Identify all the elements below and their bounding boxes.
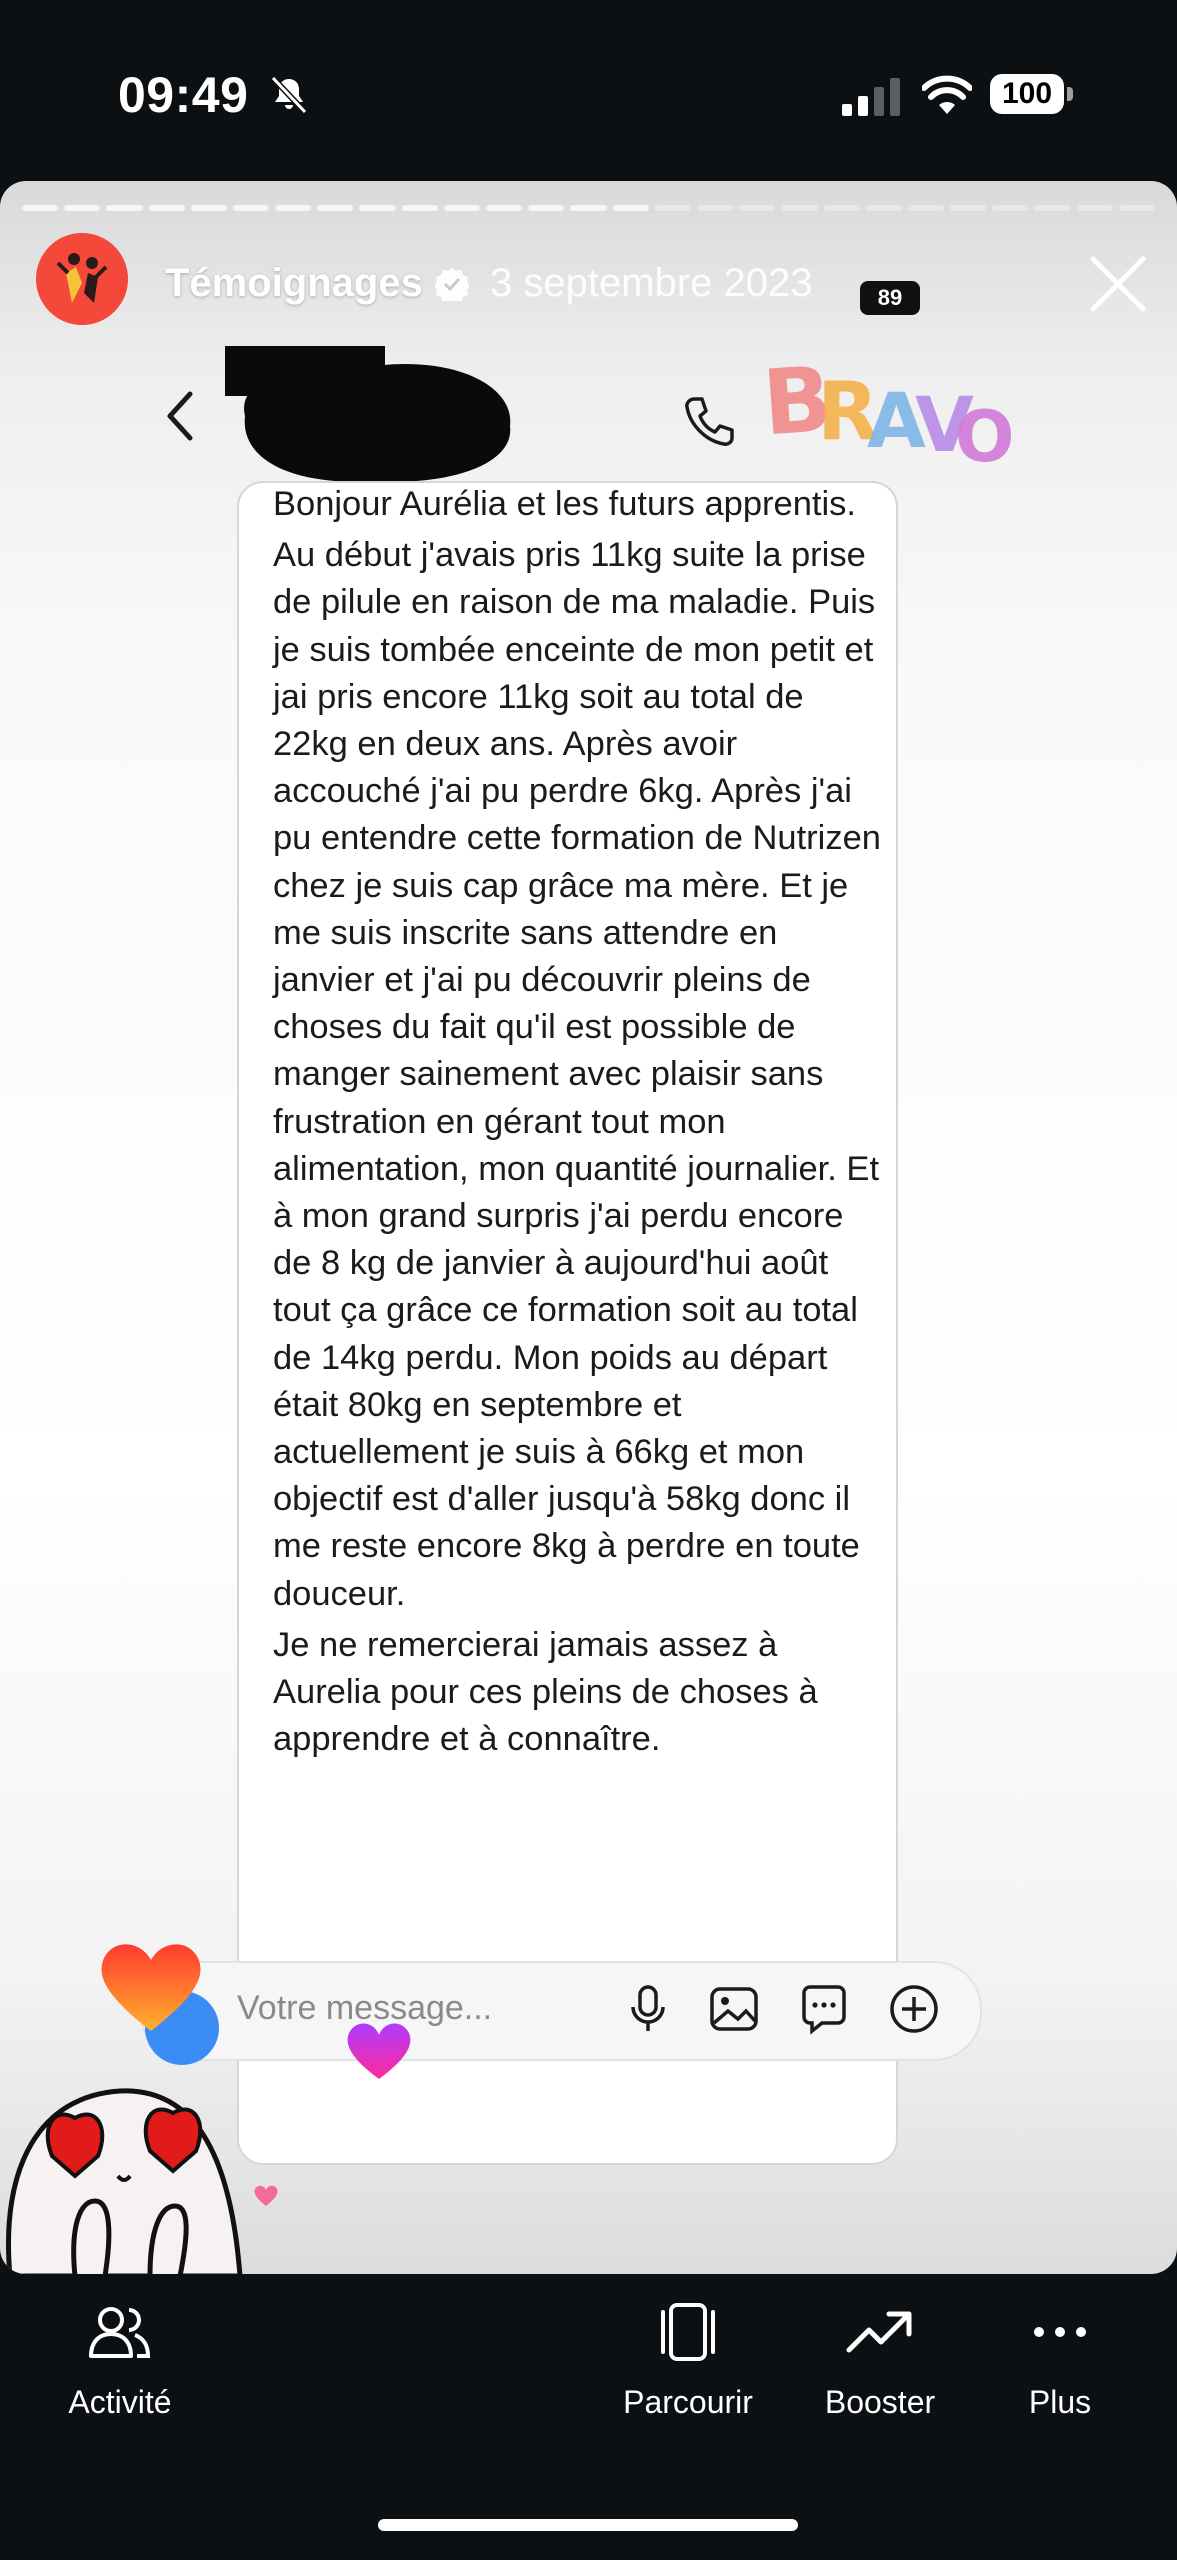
bell-muted-icon: [268, 74, 310, 116]
progress-segment: [739, 205, 775, 211]
people-icon: [85, 2302, 155, 2362]
story-frame[interactable]: [0, 181, 1177, 2274]
progress-segment: [1077, 205, 1113, 211]
progress-segment: [613, 205, 649, 211]
progress-segment: [233, 205, 269, 211]
story-date: 3 septembre 2023: [490, 261, 813, 305]
redacted-contact-name: [225, 346, 525, 496]
nav-label-browse: Parcourir: [623, 2384, 753, 2420]
svg-text:O: O: [955, 396, 1015, 478]
progress-segment: [191, 205, 227, 211]
nav-label-more: Plus: [1028, 2384, 1092, 2420]
message-greeting: Bonjour Aurélia et les futurs apprentis.: [273, 485, 856, 523]
plus-circle-icon: [888, 1983, 940, 2035]
message-body: Au début j'avais pris 11kg suite la prise de pilule en raison de ma maladie. Puis je suis tombée enceinte de mon petit et jai pris encore 11kg soit au total de 22kg en deux ans. Après avoir accouché j'ai pu perdre 6kg. Après j'ai pu entendre cette formation de Nutrizen chez je suis cap grâce ma mère. Et je me suis inscrite sans attendre en janvier et j'ai pu découvrir pleins de choses du fait qu'il est possible de manger sainement avec plaisir sans frustration en gérant tout mon alimentation, mon quantité journalier. Et à mon grand surpris j'ai perdu encore de 8 kg de janvier à aujourd'hui août tout ça grâce ce formation soit au total de 14kg perdu. Mon poids au départ était 80kg en septembre et actuellement je suis à 66kg et mon objectif est d'aller jusqu'à 58kg donc il me reste encore 8kg à perdre en toute douceur.: [273, 536, 881, 1613]
verified-badge-icon: [435, 267, 469, 301]
progress-segment: [486, 205, 522, 211]
progress-segment: [908, 205, 944, 211]
progress-segment: [655, 205, 691, 211]
progress-segment: [781, 205, 817, 211]
story-username[interactable]: Témoignages: [165, 261, 423, 305]
svg-text:A: A: [867, 376, 926, 465]
progress-segment: [402, 205, 438, 211]
progress-segment: [992, 205, 1028, 211]
progress-segment: [570, 205, 606, 211]
progress-segment: [149, 205, 185, 211]
message-closing: Je ne remercierai jamais assez à Aurelia pour ces pleins de choses à apprendre et à connaître.: [273, 1625, 818, 1759]
svg-text:R: R: [817, 365, 879, 458]
close-icon[interactable]: [1085, 251, 1151, 317]
progress-segment: [1034, 205, 1070, 211]
screenshot-battery: 89: [860, 281, 920, 315]
svg-text:B: B: [759, 346, 836, 457]
back-chevron-icon: [160, 386, 200, 446]
bravo-sticker: [755, 321, 1015, 481]
message-text: [273, 481, 883, 1763]
wifi-icon: [922, 74, 972, 116]
browse-icon: [653, 2302, 723, 2362]
dancers-icon: [36, 233, 128, 325]
avatar[interactable]: [36, 233, 128, 325]
image-icon: [708, 1983, 760, 2035]
battery-icon: [990, 74, 1074, 116]
progress-segment: [359, 205, 395, 211]
progress-segment: [317, 205, 353, 211]
nav-label-boost: Booster: [824, 2384, 936, 2420]
status-time: 09:49: [118, 67, 249, 123]
sticker-icon: [798, 1983, 850, 2035]
progress-segment: [444, 205, 480, 211]
microphone-icon: [622, 1983, 674, 2035]
chat-placeholder: Votre message...: [237, 1989, 493, 2027]
story-progress: [22, 205, 1155, 211]
progress-segment: [22, 205, 58, 211]
nav-boost[interactable]: [800, 2302, 960, 2421]
progress-segment: [275, 205, 311, 211]
cell-signal-icon: [842, 78, 902, 116]
trend-up-icon: [845, 2302, 915, 2362]
battery-level: 100: [990, 74, 1064, 114]
love-face-sticker: [0, 2006, 260, 2274]
progress-segment: [824, 205, 860, 211]
nav-activity[interactable]: [40, 2302, 200, 2421]
nav-browse[interactable]: [608, 2302, 768, 2421]
progress-segment: [866, 205, 902, 211]
progress-segment: [697, 205, 733, 211]
progress-segment: [106, 205, 142, 211]
progress-segment: [1119, 205, 1155, 211]
phone-icon: [680, 391, 740, 451]
heart-sticker-purple: [344, 2019, 414, 2083]
more-icon: [1025, 2302, 1095, 2362]
nav-more[interactable]: [980, 2302, 1140, 2421]
progress-segment: [64, 205, 100, 211]
nav-label-activity: Activité: [68, 2384, 172, 2420]
svg-text:V: V: [915, 380, 974, 469]
progress-segment: [528, 205, 564, 211]
home-indicator[interactable]: [378, 2519, 798, 2531]
progress-segment: [950, 205, 986, 211]
